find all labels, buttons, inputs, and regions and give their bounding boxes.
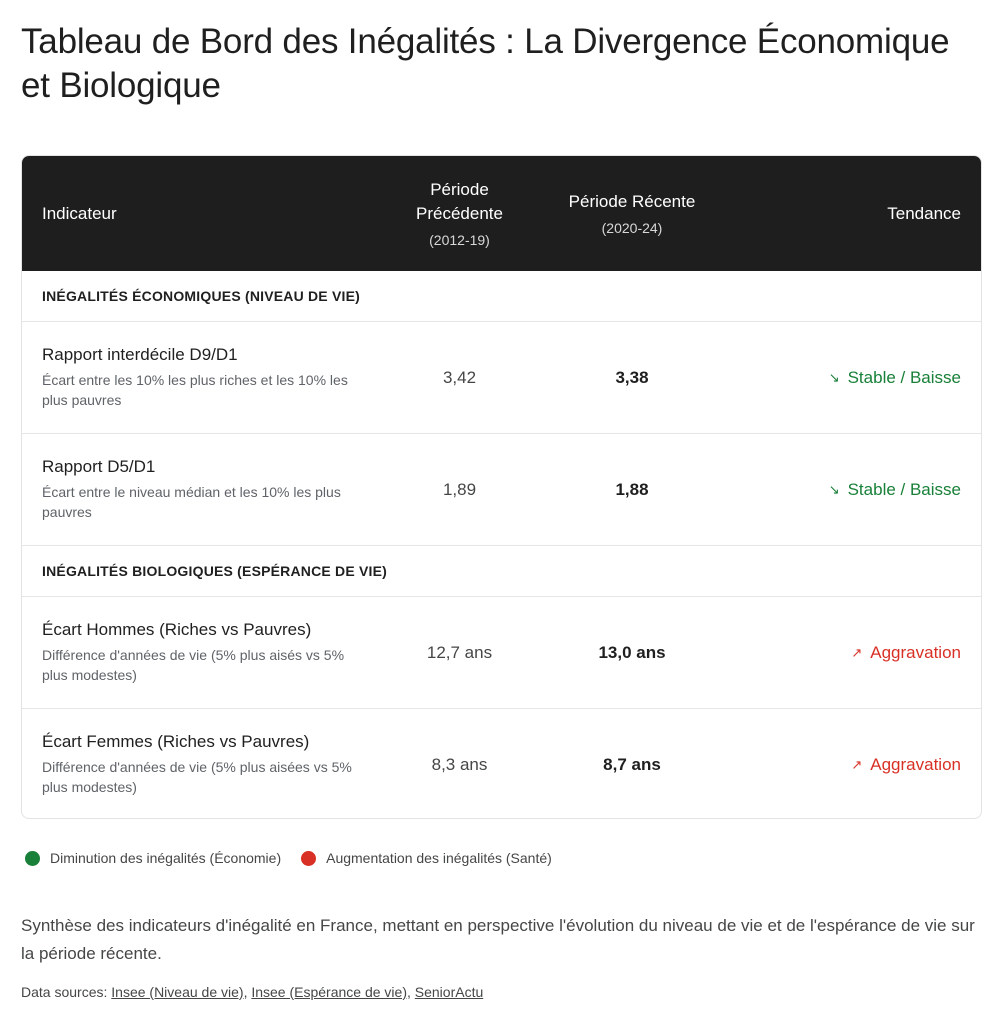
previous-value: 12,7 ans: [426, 642, 493, 662]
trend-label: Aggravation: [870, 642, 961, 662]
legend-item-increase: [301, 850, 552, 866]
indicator-name: Rapport D5/D1: [42, 457, 156, 476]
header-indicator: Indicateur: [42, 203, 117, 223]
table-row: [22, 709, 981, 819]
header-previous-years: (2012-19): [429, 232, 490, 248]
arrow-down-right-icon: ↘: [828, 369, 840, 385]
indicator-name: Rapport interdécile D9/D1: [42, 345, 238, 364]
arrow-down-right-icon: ↘: [828, 481, 840, 497]
trend-label: Stable / Baisse: [847, 479, 961, 499]
source-link-insee-esperance-de-vie[interactable]: Insee (Espérance de vie): [251, 984, 407, 1000]
indicator-name: Écart Femmes (Riches vs Pauvres): [42, 732, 310, 751]
indicator-description: Différence d'années de vie (5% plus aisées vs 5% plus modestes): [42, 759, 352, 795]
indicator-description: Écart entre les 10% les plus riches et les 10% les plus pauvres: [42, 372, 348, 408]
legend: [25, 850, 572, 866]
header-previous-period: [397, 156, 522, 271]
page-title: Tableau de Bord des Inégalités : La Divergence Économique et Biologique: [21, 22, 950, 105]
recent-value: 3,38: [615, 367, 649, 387]
header-recent-period: [552, 156, 712, 271]
data-sources: [21, 984, 483, 1000]
red-dot-icon: [301, 851, 316, 866]
recent-value: 13,0 ans: [598, 642, 666, 662]
sources-separator: ,: [243, 984, 252, 1000]
table-header: [22, 156, 981, 271]
legend-label: Diminution des inégalités (Économie): [50, 850, 282, 866]
indicator-description: Écart entre le niveau médian et les 10% les plus pauvres: [42, 484, 341, 520]
table-row: [22, 597, 981, 709]
header-recent-label: Période Récente: [568, 192, 696, 211]
source-link-senioractu[interactable]: SeniorActu: [414, 984, 484, 1000]
section-header-economic: INÉGALITÉS ÉCONOMIQUES (NIVEAU DE VIE): [22, 271, 981, 322]
recent-value: 1,88: [615, 479, 649, 499]
indicator-cell: [42, 731, 372, 797]
arrow-up-right-icon: ↗: [851, 644, 863, 660]
trend-label: Aggravation: [870, 755, 961, 774]
trend-cell: [851, 709, 961, 819]
trend-cell: [851, 597, 961, 708]
recent-value: 8,7 ans: [603, 755, 661, 774]
previous-value: 1,89: [442, 479, 477, 499]
sources-prefix: Data sources:: [21, 984, 112, 1000]
table-row: [22, 322, 981, 434]
arrow-up-right-icon: ↗: [851, 757, 863, 772]
trend-cell: [829, 434, 961, 545]
header-recent-years: (2020-24): [601, 220, 663, 236]
sources-separator: ,: [406, 984, 415, 1000]
legend-item-decrease: [25, 850, 281, 866]
previous-value: 3,42: [442, 367, 477, 387]
indicator-cell: [42, 344, 372, 410]
indicator-cell: [42, 456, 372, 522]
table-row: [22, 434, 981, 546]
inequality-table: [21, 155, 982, 819]
indicator-name: Écart Hommes (Riches vs Pauvres): [42, 620, 312, 639]
caption: Synthèse des indicateurs d'inégalité en France, mettant en perspective l'évolution du niveau de vie et de l'espérance de vie sur la période récente.: [21, 916, 975, 963]
trend-cell: [829, 322, 961, 433]
source-link-insee-niveau-de-vie[interactable]: Insee (Niveau de vie): [111, 984, 244, 1000]
header-previous-label: Période Précédente: [416, 180, 503, 223]
header-trend: Tendance: [887, 203, 961, 223]
legend-label: Augmentation des inégalités (Santé): [326, 850, 552, 866]
previous-value: 8,3 ans: [431, 755, 488, 774]
trend-label: Stable / Baisse: [847, 367, 961, 387]
indicator-description: Différence d'années de vie (5% plus aisés vs 5% plus modestes): [42, 647, 345, 683]
indicator-cell: [42, 619, 372, 685]
green-dot-icon: [25, 851, 40, 866]
section-header-biological: INÉGALITÉS BIOLOGIQUES (ESPÉRANCE DE VIE): [22, 546, 981, 597]
